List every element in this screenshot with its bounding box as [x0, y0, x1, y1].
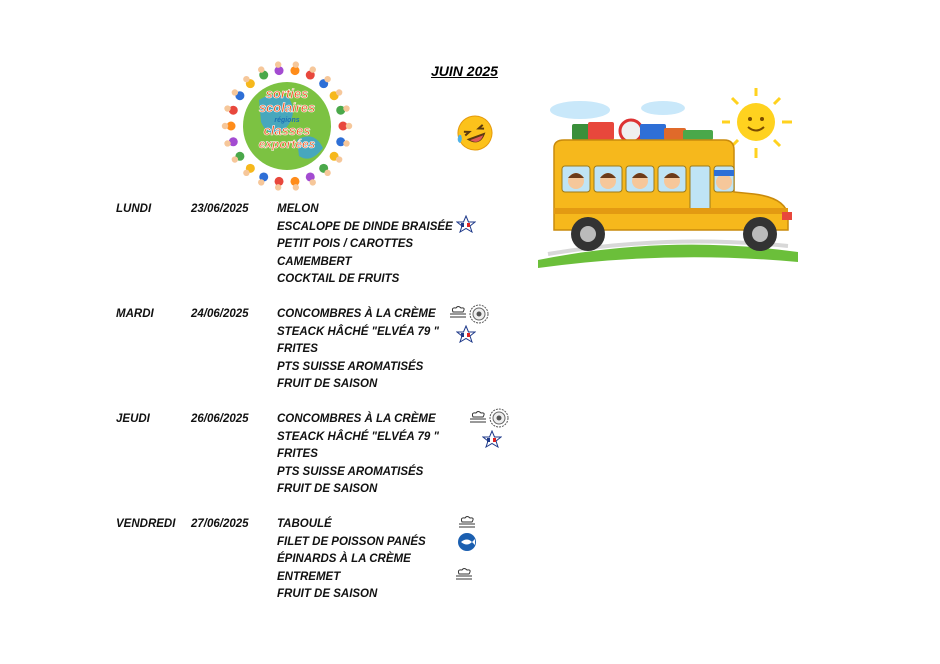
- child-figure-head: [336, 156, 342, 162]
- child-figure-head: [258, 179, 264, 185]
- child-figure-head: [310, 179, 316, 185]
- msc-fish-label-icon: [457, 532, 477, 552]
- day-date: 23/06/2025: [191, 203, 249, 215]
- menu-item: COCKTAIL DE FRUITS: [277, 273, 400, 285]
- menu-item: FILET DE POISSON PANÉS: [277, 535, 426, 548]
- child-figure-head: [224, 105, 230, 111]
- child-figure-head: [222, 123, 228, 129]
- france-origin-star-icon: [456, 325, 476, 343]
- day-label: LUNDI: [116, 203, 152, 215]
- menu-item: FRITES: [277, 448, 318, 460]
- child-figure-head: [343, 105, 349, 111]
- child-figure-head: [346, 123, 352, 129]
- child-figure-head: [258, 66, 264, 72]
- france-origin-star-icon: [456, 215, 476, 233]
- menu-item: MELON: [277, 203, 319, 215]
- quality-label-seal-icon: [489, 408, 509, 428]
- menu-item: ENTREMET: [277, 570, 341, 583]
- child-figure-head: [243, 170, 249, 176]
- menu-item: FRUIT DE SAISON: [277, 483, 378, 495]
- menu-item: FRITES: [277, 343, 318, 355]
- menu-item: CONCOMBRES À LA CRÈME: [277, 308, 436, 320]
- quality-label-seal-icon: [469, 304, 489, 324]
- logo-line-1: sorties: [265, 86, 309, 101]
- menu-item: STEACK HÂCHÉ "ELVÉA 79 ": [277, 430, 439, 443]
- school-trips-globe-logo: [219, 60, 355, 192]
- day-label: MARDI: [116, 308, 154, 320]
- france-origin-star-icon: [482, 430, 502, 448]
- menu-item: ÉPINARDS À LA CRÈME: [277, 553, 411, 565]
- child-figure-head: [243, 76, 249, 82]
- child-figure-head: [224, 140, 230, 146]
- menu-item: PTS SUISSE AROMATISÉS: [277, 465, 424, 478]
- menu-item: FRUIT DE SAISON: [277, 588, 378, 600]
- child-figure-head: [232, 156, 238, 162]
- day-date: 27/06/2025: [191, 518, 249, 530]
- child-figure-head: [293, 61, 299, 67]
- homemade-chef-hat-icon: [469, 410, 487, 424]
- logo-line-4: classes: [263, 123, 311, 138]
- menu-item: ESCALOPE DE DINDE BRAISÉE: [277, 220, 453, 233]
- homemade-chef-hat-icon: [449, 305, 467, 319]
- day-date: 24/06/2025: [191, 308, 249, 320]
- child-figure-head: [324, 76, 330, 82]
- logo-line-2: scolaires: [258, 100, 316, 115]
- day-label: VENDREDI: [116, 518, 176, 530]
- child-figure-head: [275, 61, 281, 67]
- child-figure-head: [343, 140, 349, 146]
- child-figure-head: [275, 184, 281, 190]
- laughing-emoji-icon: [455, 113, 495, 153]
- menu-item: PETIT POIS / CAROTTES: [277, 238, 414, 250]
- day-label: JEUDI: [116, 413, 150, 425]
- homemade-chef-hat-icon: [455, 567, 473, 581]
- child-figure-head: [293, 184, 299, 190]
- menu-item: PTS SUISSE AROMATISÉS: [277, 360, 424, 373]
- menu-item: STEACK HÂCHÉ "ELVÉA 79 ": [277, 325, 439, 338]
- logo-line-3: régions: [274, 117, 300, 124]
- menu-item: CAMEMBERT: [277, 255, 352, 268]
- menu-item: FRUIT DE SAISON: [277, 378, 378, 390]
- child-figure-head: [310, 66, 316, 72]
- logo-line-5: exportées: [258, 137, 316, 151]
- menu-item: TABOULÉ: [277, 518, 332, 530]
- menu-item: CONCOMBRES À LA CRÈME: [277, 413, 436, 425]
- child-figure-head: [336, 89, 342, 95]
- school-bus-illustration: [528, 84, 820, 280]
- page-title: JUIN 2025: [431, 63, 498, 79]
- day-date: 26/06/2025: [191, 413, 249, 425]
- homemade-chef-hat-icon: [458, 515, 476, 529]
- child-figure-head: [324, 170, 330, 176]
- child-figure-head: [232, 89, 238, 95]
